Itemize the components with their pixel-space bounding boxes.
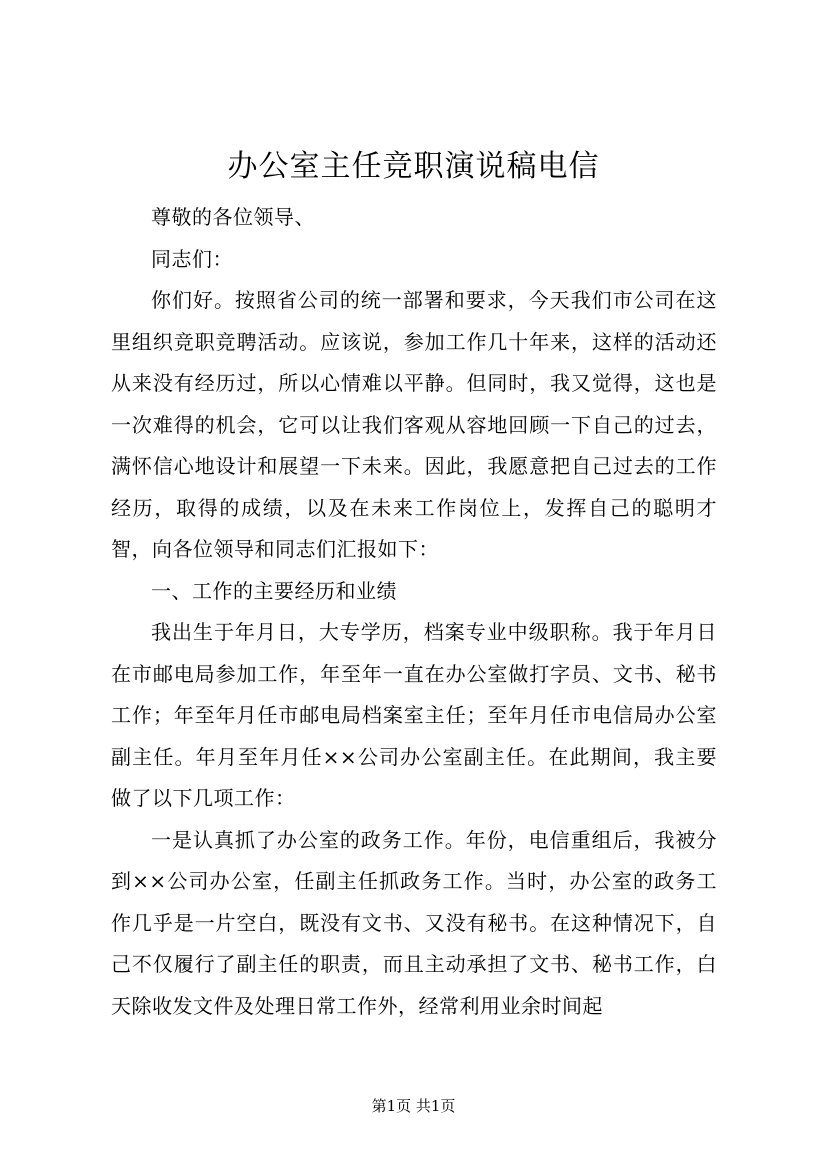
section-heading: 一、工作的主要经历和业绩 xyxy=(151,578,397,603)
body-paragraph: 一是认真抓了办公室的政务工作。年份，电信重组后，我被分到××公司办公室，任副主任抓政务工作。当时，办公室的政务工作几乎是一片空白，既没有文书、又没有秘书。在这种情况下，自己不仅履行了副主任的职责，而且主动承担了文书、秘书工作，白天除收发文件及处理日常工作外，经常利用业余时间起 xyxy=(111,827,717,1018)
body-paragraph: 你们好。按照省公司的统一部署和要求，今天我们市公司在这里组织竞职竞聘活动。应该说，参加工作几十年来，这样的活动还从来没有经历过，所以心情难以平静。但同时，我又觉得，这也是一次难得的机会，它可以让我们客观从容地回顾一下自己的过去，满怀信心地设计和展望一下未来。因此，我愿意把自己过去的工作经历，取得的成绩，以及在未来工作岗位上，发挥自己的聪明才智，向各位领导和同志们汇报如下： xyxy=(111,288,717,561)
body-paragraph: 我出生于年月日，大专学历，档案专业中级职称。我于年月日在市邮电局参加工作，年至年一直在办公室做打字员、文书、秘书工作；年至年月任市邮电局档案室主任；至年月任市电信局办公室副主任。年月至年月任××公司办公室副主任。在此期间，我主要做了以下几项工作： xyxy=(111,620,717,810)
document-body xyxy=(111,197,717,1027)
salutation-line-2: 同志们： xyxy=(151,246,233,271)
salutation-line-1: 尊敬的各位领导、 xyxy=(151,205,315,229)
document-title: 办公室主任竞职演说稿电信 xyxy=(227,149,600,184)
page-footer: 第1页 共1页 xyxy=(371,1097,456,1115)
